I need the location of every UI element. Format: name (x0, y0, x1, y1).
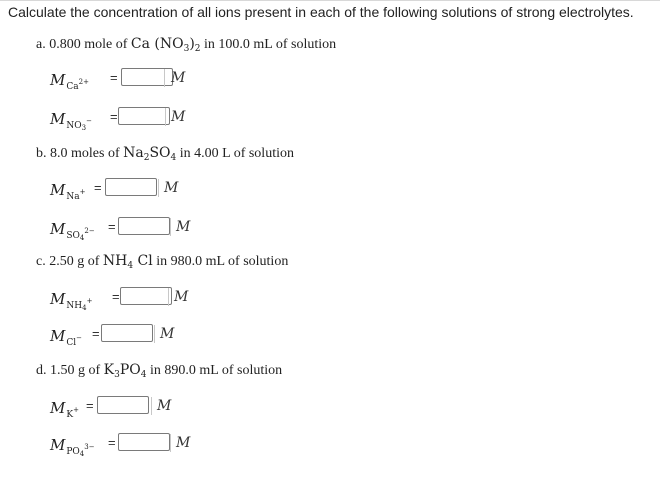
unit-label: M (171, 109, 186, 125)
ion-row-cl (50, 323, 250, 348)
part-amount: 0.800 mole of (49, 37, 128, 52)
no3-concentration-input[interactable] (118, 107, 170, 125)
ion-row-na (50, 177, 250, 202)
unit-divider (165, 108, 166, 126)
part-rest: in 4.00 L of solution (179, 146, 294, 161)
part-amount: 8.0 moles of (50, 146, 120, 161)
cl-concentration-input[interactable] (101, 324, 153, 342)
equals-sign: = (86, 398, 94, 413)
part-rest: in 890.0 mL of solution (150, 363, 283, 378)
question-prompt: Calculate the concentration of all ions present in each of the following solutions of strong electrolytes. (8, 4, 634, 20)
unit-label: M (171, 70, 186, 86)
unit-label: M (176, 219, 191, 235)
part-formula: $NH_4$ Cl (102, 253, 153, 271)
molarity-symbol: $M_{PO_4^{3-}}$ (50, 436, 95, 458)
ion-row-ca (50, 67, 250, 92)
part-letter: d. (36, 363, 47, 378)
part-rest: in 980.0 mL of solution (156, 254, 289, 269)
molarity-symbol: $M_{Ca^{2+}}$ (50, 71, 89, 92)
part-amount: 2.50 g of (49, 254, 100, 269)
equals-sign: = (112, 289, 120, 304)
molarity-symbol: $M_{NH_4^+}$ (50, 290, 93, 312)
po4-concentration-input[interactable] (118, 433, 170, 451)
unit-divider (158, 179, 159, 197)
unit-label: M (157, 398, 172, 414)
molarity-symbol: $M_{SO_4^{2-}}$ (50, 220, 95, 242)
unit-divider (170, 434, 171, 452)
na-concentration-input[interactable] (105, 178, 157, 196)
molarity-symbol: $M_{NO_3^-}$ (50, 110, 92, 132)
unit-divider (170, 218, 171, 236)
molarity-symbol: $M_{Cl^-}$ (50, 327, 82, 348)
unit-label: M (174, 289, 189, 305)
unit-divider (168, 288, 169, 306)
unit-divider (154, 325, 155, 343)
part-a-label (36, 36, 336, 54)
part-d-label (36, 362, 282, 380)
ion-row-po4 (50, 432, 250, 458)
unit-divider (151, 397, 152, 415)
part-formula: $K_3PO_4$ (103, 362, 147, 380)
equals-sign: = (92, 326, 100, 341)
part-rest: in 100.0 mL of solution (204, 37, 337, 52)
nh4-concentration-input[interactable] (120, 287, 172, 305)
so4-concentration-input[interactable] (118, 217, 170, 235)
ion-row-no3 (50, 106, 250, 132)
part-c-label (36, 253, 288, 271)
top-divider (0, 0, 660, 1)
part-b-label (36, 145, 294, 163)
molarity-symbol: $M_{Na^+}$ (50, 181, 86, 202)
part-amount: 1.50 g of (50, 363, 101, 378)
part-letter: c. (36, 254, 46, 269)
equals-sign: = (108, 435, 116, 450)
unit-label: M (160, 326, 175, 342)
unit-label: M (164, 180, 179, 196)
ion-row-k (50, 395, 250, 420)
unit-divider (164, 69, 165, 87)
part-letter: b. (36, 146, 47, 161)
equals-sign: = (110, 109, 118, 124)
part-letter: a. (36, 37, 46, 52)
k-concentration-input[interactable] (97, 396, 149, 414)
ca-concentration-input[interactable] (121, 68, 173, 86)
equals-sign: = (110, 70, 118, 85)
ion-row-nh4 (50, 286, 250, 312)
unit-label: M (176, 435, 191, 451)
equals-sign: = (94, 180, 102, 195)
part-formula: $Na_2SO_4$ (123, 145, 177, 163)
ion-row-so4 (50, 216, 250, 242)
molarity-symbol: $M_{K^+}$ (50, 399, 79, 420)
equals-sign: = (108, 219, 116, 234)
part-formula: Ca $(NO_3)_2$ (130, 36, 201, 54)
